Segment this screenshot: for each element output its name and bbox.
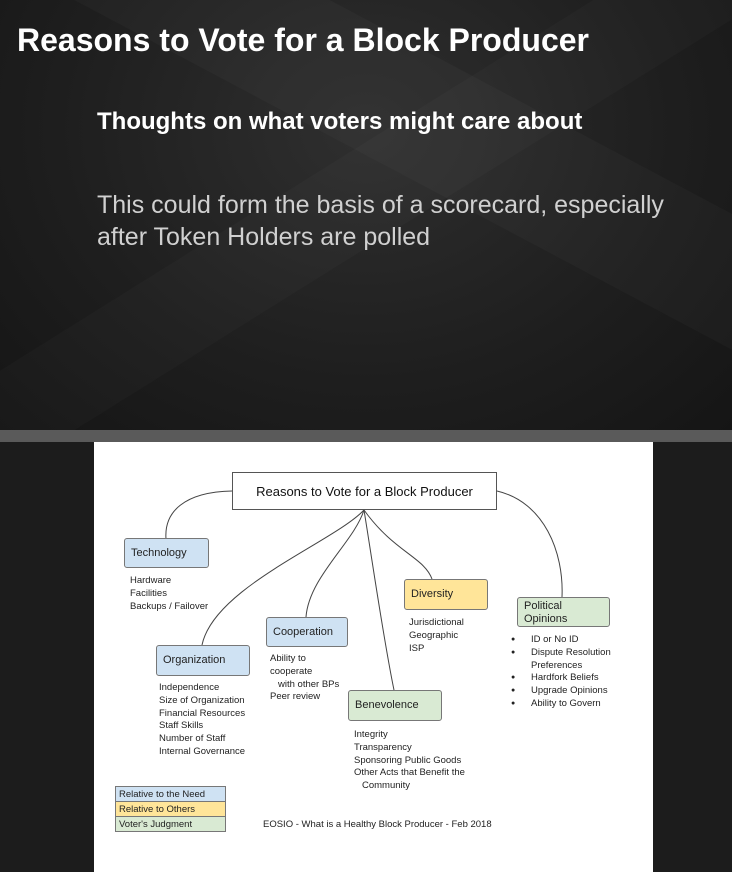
- edge-benevolence: [364, 510, 394, 690]
- list-item: Ability to: [270, 653, 306, 664]
- node-organization-items: [159, 682, 245, 759]
- node-label-line: Opinions: [524, 613, 568, 625]
- node-benevolence: Benevolence: [348, 690, 442, 721]
- page-title: Reasons to Vote for a Block Producer: [17, 22, 589, 58]
- list-item: Transparency: [354, 741, 412, 753]
- page-description: This could form the basis of a scorecard, especially after Token Holders are polled: [97, 191, 664, 251]
- list-item: Peer review: [270, 691, 321, 703]
- list-item: Financial Resources: [159, 707, 246, 719]
- list-item: Size of Organization: [159, 694, 245, 706]
- list-item: ● Upgrade Opinions: [510, 685, 611, 698]
- list-item: cooperate: [270, 665, 313, 677]
- list-item: Other Acts that Benefit the: [354, 767, 465, 779]
- list-item: Sponsoring Public Goods: [354, 754, 462, 766]
- list-item: Staff Skills: [159, 720, 204, 732]
- node-diversity: Diversity: [404, 579, 488, 610]
- edge-cooperation: [306, 510, 364, 617]
- page-subtitle: Thoughts on what voters might care about: [97, 108, 583, 135]
- node-cooperation-items: [270, 653, 339, 704]
- legend-item-judgment: Voter's Judgment: [115, 816, 226, 832]
- list-item: Number of Staff: [159, 733, 226, 745]
- diagram-slide: [94, 442, 653, 872]
- list-item: Hardware: [130, 575, 172, 586]
- list-item: ● ID or No ID: [510, 634, 611, 647]
- node-benevolence-items: [354, 729, 465, 793]
- list-item: Facilities: [130, 587, 167, 599]
- list-item: Backups / Failover: [130, 600, 209, 612]
- list-item: Jurisdictional: [409, 617, 464, 628]
- node-political-opinions: [517, 597, 610, 627]
- node-technology-items: [130, 575, 208, 613]
- node-political-opinions-items: [510, 634, 611, 711]
- diagram-root-node: Reasons to Vote for a Block Producer: [232, 472, 497, 510]
- node-diversity-items: [409, 617, 464, 655]
- section-divider: [0, 430, 732, 442]
- legend-item-others: Relative to Others: [115, 801, 226, 817]
- list-item: Geographic: [409, 629, 459, 641]
- node-label-line: Political: [524, 600, 562, 612]
- list-item: ● Hardfork Beliefs: [510, 672, 611, 685]
- list-item: Internal Governance: [159, 745, 246, 757]
- diagram-legend: [115, 787, 226, 832]
- edge-technology: [166, 491, 232, 539]
- node-technology: Technology: [124, 538, 209, 568]
- list-item: ISP: [409, 642, 425, 654]
- list-item: Independence: [159, 682, 220, 693]
- list-item: Community: [362, 780, 411, 792]
- node-organization: Organization: [156, 645, 250, 676]
- legend-item-need: Relative to the Need: [115, 786, 226, 802]
- node-cooperation: Cooperation: [266, 617, 348, 647]
- list-item: Integrity: [354, 729, 388, 740]
- list-item: with other BPs: [278, 678, 340, 690]
- edge-political: [497, 491, 562, 597]
- edge-diversity: [364, 510, 432, 579]
- header-background: [0, 0, 732, 430]
- list-item: Preferences: [531, 659, 583, 671]
- slide-footer: EOSIO - What is a Healthy Block Producer - Feb 2018: [263, 819, 492, 830]
- list-item: ● Dispute Resolution: [510, 647, 611, 660]
- list-item: ● Ability to Govern: [510, 698, 611, 711]
